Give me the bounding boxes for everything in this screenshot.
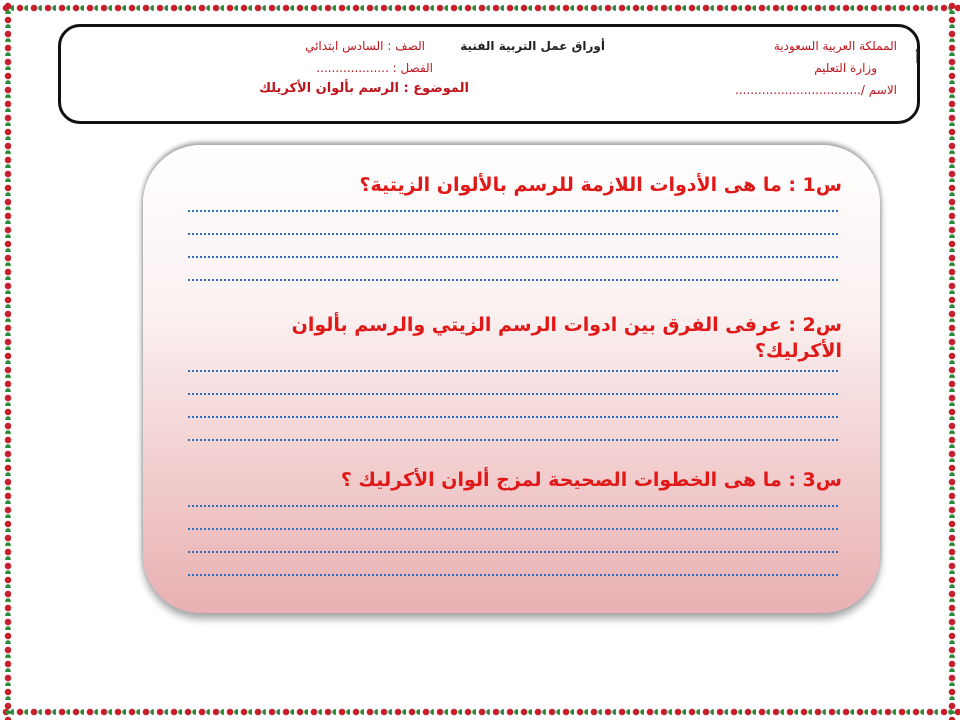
border-left-strip (2, 0, 14, 720)
border-right-strip (946, 0, 958, 720)
answer-line[interactable] (188, 528, 838, 530)
answer-line[interactable] (188, 393, 838, 395)
grade-label: الصف : السادس ابتدائي (305, 39, 425, 53)
border-top-strip (0, 2, 960, 14)
question-1: س1 : ما هى الأدوات اللازمة للرسم بالألوان الزيتية؟ (359, 174, 842, 196)
answer-line[interactable] (188, 439, 838, 441)
question-2: س2 : عرفى الفرق بين ادوات الرسم الزيتي والرسم بألوان الأكرليك؟ (291, 314, 842, 362)
sheet-title: أوراق عمل التربية الفنية (460, 39, 605, 53)
answer-line[interactable] (188, 233, 838, 235)
answer-line[interactable] (188, 574, 838, 576)
question-3: س3 : ما هى الخطوات الصحيحة لمزج ألوان الأكرليك ؟ (340, 469, 842, 491)
class-field[interactable]: الفصل : ................... (316, 61, 433, 75)
answer-line[interactable] (188, 370, 838, 372)
ministry-label: وزارة التعليم (814, 61, 877, 75)
answer-line[interactable] (188, 505, 838, 507)
student-name-field[interactable]: الاسم /................................. (735, 83, 897, 97)
answer-line[interactable] (188, 416, 838, 418)
worksheet-header (58, 24, 920, 124)
answer-line[interactable] (188, 210, 838, 212)
answer-line[interactable] (188, 256, 838, 258)
corner-mark: أ (915, 51, 919, 67)
topic-label: الموضوع : الرسم بألوان الأكريلك (259, 81, 469, 96)
questions-panel (143, 145, 880, 613)
answer-line[interactable] (188, 279, 838, 281)
kingdom-label: المملكة العربية السعودية (773, 39, 897, 53)
border-bottom-strip (0, 706, 960, 718)
answer-line[interactable] (188, 551, 838, 553)
